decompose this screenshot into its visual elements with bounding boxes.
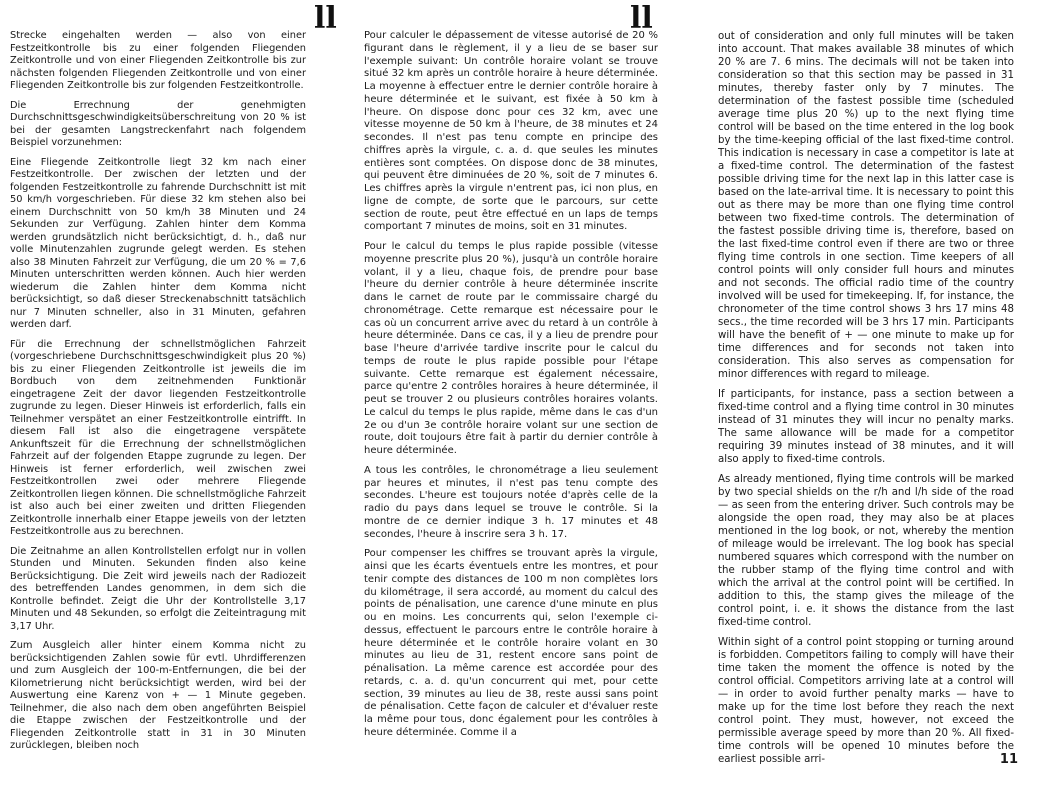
english-column bbox=[718, 30, 1014, 773]
german-column bbox=[10, 30, 306, 760]
section-mark-right: ll bbox=[630, 1, 653, 36]
french-column bbox=[364, 30, 658, 747]
paragraph: Within sight of a control point stopping or turning around is forbidden. Competitors failing to comply will have their time taken the moment the offence is noted by the control official. Competitors arriving late at a control will — in order to avoid further penalty marks — have to make up for the time lost before they reach the next control point. They must, however, not exceed the permissible average speed by more than 20 %. All fixed-time controls will be opened 10 minutes before the earliest possible arri- bbox=[718, 637, 1014, 765]
paragraph: Für die Errechnung der schnellstmöglichen Fahrzeit (vorgeschriebene Durchschnittsgeschwindigkeit plus 20 %) bis zu einer Fliegenden Zeitkontrolle ist jeweils die im Bordbuch von dem zeitnehmenden Funktionär eingetragene Zeit der davor liegenden Festzeitkontrolle zugrunde zu legen. Dieser Hinweis ist erforderlich, falls ein Teilnehmer verspätet an einer Festzeitkontrolle eintrifft. In diesem Fall ist also die eingetragene verspätete Ankunftszeit für die Errechnung der schnellstmöglichen Fahrzeit auf der folgenden Etappe zugrunde zu legen. Der Hinweis ist ferner erforderlich, weil zwischen zwei Festzeitkontrollen zwei oder mehrere Fliegende Zeitkontrollen liegen können. Die schnellstmögliche Fahrzeit ist also auch bei einer zweiten und dritten Fliegenden Zeitkontrolle innerhalb einer Etappe jeweils von der letzten Festzeitkontrolle aus zu berechnen. bbox=[10, 338, 306, 537]
paragraph: Pour calculer le dépassement de vitesse autorisé de 20 % figurant dans le règlement, il y a lieu de se baser sur l'exemple suivant: Un contrôle horaire volant se trouve situé 32 km après un contrôle horaire à heure déterminée. La moyenne à effectuer entre le dernier contrôle horaire à heure déterminée et le suivant, est fixée à 50 km à l'heure. On dispose donc pour ces 32 km, avec une vitesse moyenne de 50 km à l'heure, de 38 minutes et 24 secondes. Il n'est pas tenu compte en principe des chiffres après la virgule, c. a. d. que seules les minutes entières sont comptées. On dispose donc de 38 minutes, qui peuvent être diminuées de 20 %, soit de 7 minutes 6. Les chiffres après la virgule n'entrent pas, ici non plus, en ligne de compte, de sorte que le parcours, sur cette section de route, peut être effectué en un laps de temps comportant 7 minutes de moins, soit en 31 minutes. bbox=[364, 30, 658, 233]
paragraph: Pour compenser les chiffres se trouvant après la virgule, ainsi que les écarts éventuels entre les montres, et pour tenir compte des distances de 100 m non complètes lors du kilométrage, il sera accordé, au moment du calcul des points de pénalisation, une carence d'une minute en plus ou en moins. Les concurrents qui, selon l'exemple ci-dessus, effectuent le parcours entre le contrôle horaire à heure déterminée et le contrôle horaire volant en 30 minutes au lieu de 31, restent encore sans point de pénalisation. La même carence est accordée pour des retards, c. a. d. qu'un concurrent qui met, pour cette section, 39 minutes au lieu de 38, reste aussi sans point de pénalisation. Cette façon de calculer et d'évaluer reste la même pour tous, donc également pour les contrôles à heure déterminée. Comme il a bbox=[364, 548, 658, 738]
paragraph: Die Errechnung der genehmigten Durchschnittsgeschwindigkeitsüberschreitung von 20 % ist bei der gesamten Langstreckenfahrt nach folgendem Beispiel vorzunehmen: bbox=[10, 99, 306, 148]
section-mark-left: ll bbox=[314, 1, 337, 36]
paragraph: Zum Ausgleich aller hinter einem Komma nicht zu berücksichtigenden Zahlen sowie für evtl. Uhrdifferenzen und zum Ausgleich der 100-m-Entfernungen, die bei der Kilometrierung nicht berücksichtigt werden, wird bei der Auswertung eine Karenz von + — 1 Minute gegeben. Teilnehmer, die also nach dem oben angeführten Beispiel die Etappe zwischen der Festzeitkontrolle und der Fliegenden Zeitkontrolle statt in 31 in 30 Minuten zurücklegen, bleiben noch bbox=[10, 640, 306, 751]
paragraph: As already mentioned, flying time controls will be marked by two special shields on the r/h and l/h side of the road — as seen from the entering driver. Such controls may be alongside the open road, they may also be at places mentioned in the log book, or not, whereby the mention of mileage would be irrelevant. The log book has special numbered squares which correspond with the number on the rubber stamp of the flying time control and with which the arrival at the control point will be certified. In addition to this, the stamp gives the mileage of the control point, i. e. it shows the distance from the last fixed-time control. bbox=[718, 474, 1014, 628]
page-number: 11 bbox=[999, 752, 1018, 767]
paragraph: If participants, for instance, pass a section between a fixed-time control and a flying time control in 30 minutes instead of 31 minutes they will incur no penalty marks. The same allowance will be made for a competitor requiring 39 minutes instead of 38 minutes, and it will also apply to fixed-time controls. bbox=[718, 389, 1014, 465]
paragraph: A tous les contrôles, le chronométrage a lieu seulement par heures et minutes, il n'est pas tenu compte des secondes. L'heure est toujours notée d'après celle de la radio du pays dans lequel se trouve le contrôle. Si la montre de ce dernier indique 3 h. 17 minutes et 48 secondes, l'heure à inscrire sera 3 h. 17. bbox=[364, 464, 658, 540]
paragraph: Pour le calcul du temps le plus rapide possible (vitesse moyenne prescrite plus 20 %), jusqu'à un contrôle horaire volant, il y a lieu, chaque fois, de prendre pour base l'heure du dernier contrôle à heure déterminée inscrite dans le carnet de route par le commissaire chargé du chronométrage. Cette remarque est nécessaire pour le cas où un concurrent arrive avec du retard à un contrôle à heure déterminée. Dans ce cas, il y a lieu de prendre pour base l'heure d'arrivée tardive inscrite pour le calcul du temps de route le plus rapide possible pour l'étape suivante. Cette remarque est également nécessaire, parce qu'entre 2 contrôles horaires à heure déterminée, il peut se trouver 2 ou plusieurs contrôles horaires volants. Le calcul du temps le plus rapide, même dans le cas d'un 2e ou d'un 3e contrôle horaire volant sur une section de route, doit toujours être fait à partir du dernier contrôle à heure déterminée. bbox=[364, 241, 658, 456]
paragraph: out of consideration and only full minutes will be taken into account. That makes available 38 minutes of which 20 % are 7. 6 mins. The decimals will not be taken into consideration so that this section may be passed in 31 minutes, thereby faster only by 7 minutes. The determination of the fastest possible time (scheduled average time plus 20 %) up to the next flying time control will be based on the time entered in the log book by the time-keeping official of the last fixed-time control. This indication is necessary in case a competitor is late at a fixed-time control. The determination of the fastest possible driving time for the next lap in this latter case is based on the late-arrival time. It is necessary to point this out as there may be more than one flying time control between two fixed-time controls. The determination of the fastest possible driving time is, therefore, based on the last fixed-time control even if there are two or three flying time controls in one section. Time keepers of all control points will only consider full hours and minutes and not seconds. The official radio time of the country involved will be used for timekeeping. If, for instance, the chronometer of the time control shows 3 hrs 17 mins 48 secs., the time recorded will be 3 hrs 17 min. Participants will have the benefit of + — one minute to make up for time differences and for seconds not taken into consideration. This also serves as compensation for minor differences with regard to mileage. bbox=[718, 31, 1014, 380]
paragraph: Die Zeitnahme an allen Kontrollstellen erfolgt nur in vollen Stunden und Minuten. Sekunden finden also keine Berücksichtigung. Die Zeit wird jeweils nach der Radiozeit des betreffenden Landes genommen, in dem sich die Kontrolle befindet. Zeigt die Uhr der Kontrollstelle 3,17 Minuten und 48 Sekunden, so erfolgt die Zeiteintragung mit 3,17 Uhr. bbox=[10, 545, 306, 632]
paragraph: Eine Fliegende Zeitkontrolle liegt 32 km nach einer Festzeitkontrolle. Der zwischen der letzten und der folgenden Festzeitkontrolle zu fahrende Durchschnitt ist mit 50 km/h vorgeschrieben. Für diese 32 km stehen also bei einem Durchschnitt von 50 km/h 38 Minuten und 24 Sekunden zur Verfügung. Zahlen hinter dem Komma werden grundsätzlich nicht berücksichtigt, d. h., daß nur volle Minutenzahlen zugrunde gelegt werden. Es stehen also 38 Minuten Fahrzeit zur Verfügung, die um 20 % = 7,6 Minuten unterschritten werden können. Auch hier werden wiederum die Zahlen hinter dem Komma nicht berücksichtigt, so daß dieser Streckenabschnitt tatsächlich nur 7 Minuten schneller, also in 31 Minuten, gefahren werden darf. bbox=[10, 156, 306, 330]
paragraph: Strecke eingehalten werden — also von einer Festzeitkontrolle bis zu einer folgenden Fliegenden Zeitkontrolle und von einer Fliegenden Zeitkontrolle bis zur nächsten folgenden Fliegenden Zeitkontrolle und von einer Fliegenden Zeitkontrolle bis zur folgenden Festzeitkontrolle. bbox=[10, 30, 306, 91]
